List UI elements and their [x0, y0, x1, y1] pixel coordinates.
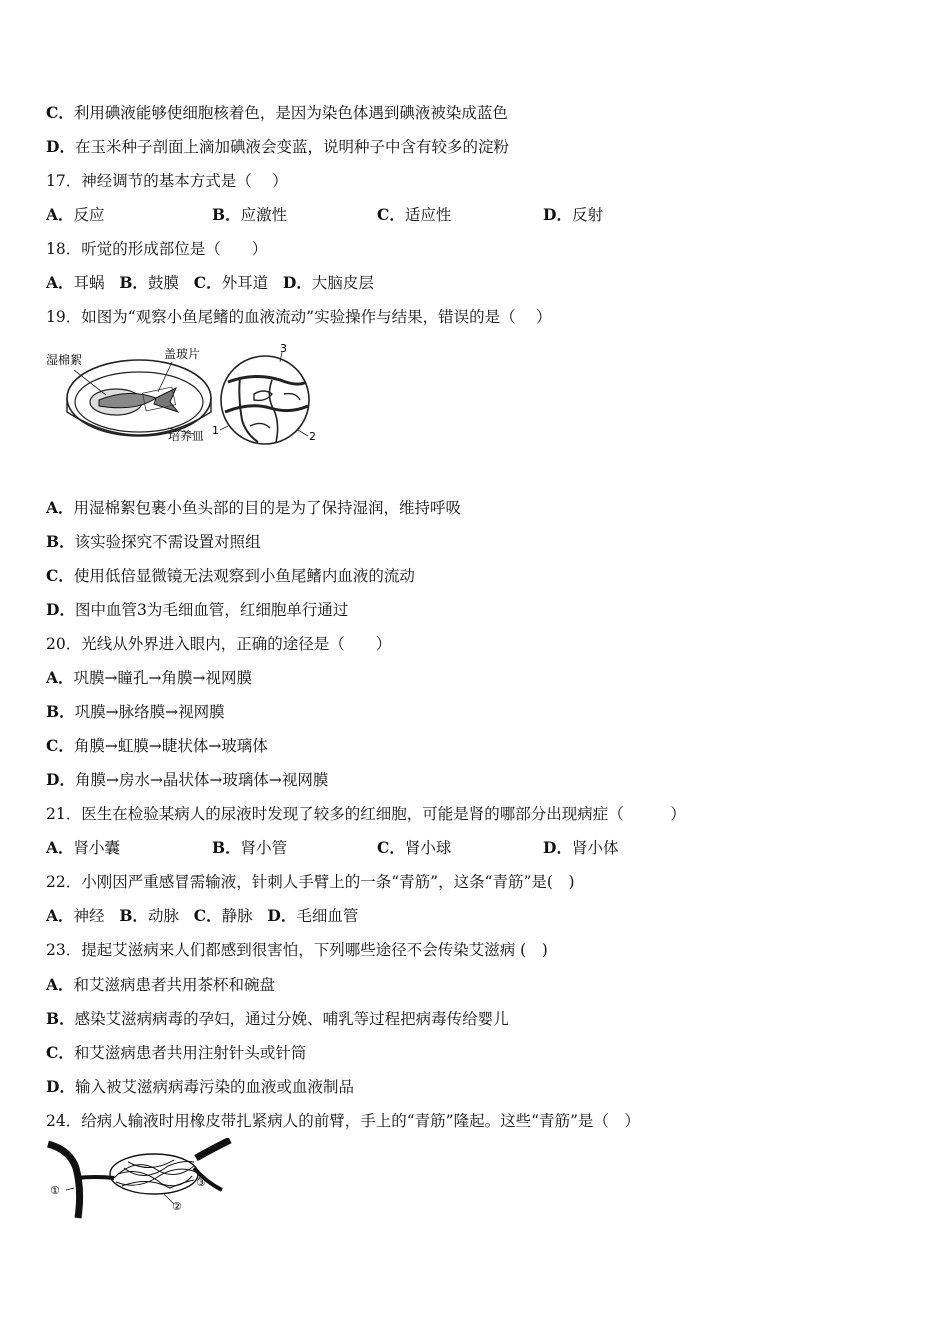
q17-stem: 17．神经调节的基本方式是（ ）: [46, 172, 288, 190]
q18-stem: 18．听觉的形成部位是（ ）: [46, 240, 268, 258]
label-vessel-3: 3: [280, 342, 287, 355]
q23-option-d: D．输入被艾滋病病毒污染的血液或血液制品: [46, 1077, 354, 1096]
q20-option-c: C．角膜→虹膜→睫状体→玻璃体: [46, 736, 268, 755]
label-vessel-2: 2: [309, 430, 316, 443]
q17-option-a: A．反应: [46, 205, 105, 224]
q21-option-c: C．肾小球: [377, 838, 452, 857]
label-circle-1: ①: [50, 1184, 60, 1197]
label-vessel-1: 1: [212, 424, 219, 437]
label-cover-glass: 盖玻片: [164, 347, 201, 361]
q21-option-d: D．肾小体: [543, 838, 619, 857]
q19-petri-dish-figure: [44, 340, 214, 455]
q20-option-d: D．角膜→房水→晶状体→玻璃体→视网膜: [46, 770, 329, 789]
q23-option-a: A．和艾滋病患者共用茶杯和碗盘: [46, 975, 276, 994]
q19-option-b: B．该实验探究不需设置对照组: [46, 532, 261, 551]
q20-option-a: A．巩膜→瞳孔→角膜→视网膜: [46, 668, 252, 687]
q21-stem: 21．医生在检验某病人的尿液时发现了较多的红细胞，可能是肾的哪部分出现病症（ ）: [46, 805, 686, 823]
q24-blood-vessel-figure: [44, 1138, 234, 1222]
q17-option-b: B．应激性: [212, 205, 288, 224]
q23-stem: 23．提起艾滋病来人们都感到很害怕，下列哪些途径不会传染艾滋病 ( ): [46, 941, 548, 959]
q17-option-c: C．适应性: [377, 205, 452, 224]
q16-option-d: D．在玉米种子剖面上滴加碘液会变蓝，说明种子中含有较多的淀粉: [46, 137, 509, 156]
q22-stem: 22．小刚因严重感冒需输液，针刺人手臂上的一条“青筋”，这条“青筋”是( ): [46, 873, 575, 891]
q19-option-a: A．用湿棉絮包裹小鱼头部的目的是为了保持湿润，维持呼吸: [46, 498, 462, 517]
q19-option-d: D．图中血管3为毛细血管，红细胞单行通过: [46, 600, 349, 619]
q23-option-b: B．感染艾滋病病毒的孕妇，通过分娩、哺乳等过程把病毒传给婴儿: [46, 1009, 509, 1028]
label-circle-3: ③: [196, 1176, 206, 1189]
q20-stem: 20．光线从外界进入眼内，正确的途径是（ ）: [46, 635, 392, 653]
label-petri-dish: 培养皿: [168, 429, 205, 443]
label-circle-2: ②: [172, 1200, 182, 1213]
q23-option-c: C．和艾滋病患者共用注射针头或针筒: [46, 1043, 307, 1062]
q17-option-d: D．反射: [543, 205, 603, 224]
q16-option-c: C．利用碘液能够使细胞核着色，是因为染色体遇到碘液被染成蓝色: [46, 103, 508, 122]
q21-option-b: B．肾小管: [212, 838, 288, 857]
q22-options: A．神经 B．动脉 C．静脉 D．毛细血管: [46, 906, 359, 925]
q19-stem: 19．如图为“观察小鱼尾鳍的血液流动”实验操作与结果，错误的是（ ）: [46, 308, 552, 326]
label-cotton: 湿棉絮: [46, 353, 83, 367]
q20-option-b: B．巩膜→脉络膜→视网膜: [46, 702, 225, 721]
q24-stem: 24．给病人输液时用橡皮带扎紧病人的前臂，手上的“青筋”隆起。这些“青筋”是（ ）: [46, 1112, 640, 1130]
q19-option-c: C．使用低倍显微镜无法观察到小鱼尾鳍内血液的流动: [46, 566, 415, 585]
q19-microscope-view-figure: [210, 342, 320, 457]
q18-options: A．耳蜗 B．鼓膜 C．外耳道 D．大脑皮层: [46, 273, 374, 292]
q21-option-a: A．肾小囊: [46, 838, 121, 857]
